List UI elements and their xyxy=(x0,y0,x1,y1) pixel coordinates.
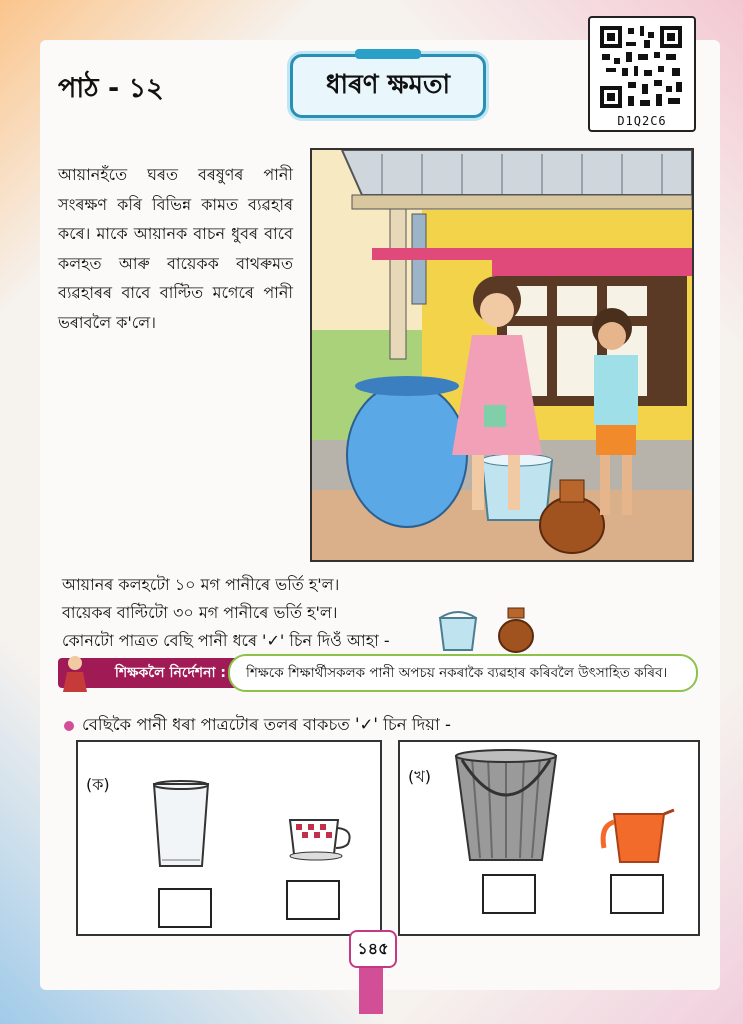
teacher-note-banner xyxy=(58,654,698,692)
page-number-stem xyxy=(359,964,383,1014)
title-box xyxy=(290,54,486,118)
activity-instruction-text: বেছিকৈ পানী ধৰা পাত্ৰটোৰ তলৰ বাকচত '✓' চিন দিয়া - xyxy=(82,715,451,734)
title-tab-decoration xyxy=(355,49,421,59)
question-line-1: আয়ানৰ কলহটো ১০ মগ পানীৰে ভৰ্তি হ'ল। xyxy=(62,575,340,594)
mug-icon xyxy=(600,808,676,866)
panel-kha xyxy=(398,740,700,936)
page-title: ধাৰণ ক্ষমতা xyxy=(325,70,451,100)
panel-kha-label: (খ) xyxy=(408,767,431,786)
qr-pattern-icon xyxy=(598,24,684,110)
cup-icon xyxy=(286,814,356,862)
question-line-3: কোনটো পাত্ৰত বেছি পানী ধৰে '✓' চিন দিওঁ আহা - xyxy=(62,631,390,650)
page-number: ১৪৫ xyxy=(349,930,397,968)
panel-ka-label: (ক) xyxy=(86,775,110,794)
family-water-scene-icon xyxy=(312,150,692,560)
teacher-note-label: শিক্ষকলৈ নিৰ্দেশনা : xyxy=(58,658,236,688)
answer-box-cup[interactable] xyxy=(286,880,340,920)
answer-box-bucket[interactable] xyxy=(482,874,536,914)
bullet-icon xyxy=(64,721,74,731)
qr-code-label: D1Q2C6 xyxy=(617,114,667,128)
story-paragraph: আয়ানহঁতে ঘৰত বৰষুণৰ পানী সংৰক্ষণ কৰি বিভিন্ন কামত ব্যৱহাৰ কৰে। মাকে আয়ানক বাচন ধুবৰ বাবে কলহত আৰু বায়েকক বাথৰুমত ব্যৱহাৰৰ বাবে বাল্টিত মগেৰে পানী ভৰাবলৈ ক'লে। xyxy=(58,165,293,332)
answer-box-glass[interactable] xyxy=(158,888,212,928)
bucket-icon xyxy=(436,610,480,652)
pitcher-icon xyxy=(496,606,536,654)
question-line-2: বায়েকৰ বাল্টিটো ৩০ মগ পানীৰে ভৰ্তি হ'ল। xyxy=(62,603,338,622)
qr-code[interactable] xyxy=(588,16,696,132)
lesson-number: পাঠ - ১২ xyxy=(58,73,164,104)
panel-ka xyxy=(76,740,382,936)
story-illustration xyxy=(310,148,694,562)
teacher-note-text: শিক্ষকে শিক্ষাৰ্থীসকলক পানী অপচয় নকৰাকৈ ব্যৱহাৰ কৰিবলৈ উৎসাহিত কৰিব। xyxy=(228,654,698,692)
activity-instruction xyxy=(64,712,451,739)
glass-icon xyxy=(150,780,212,872)
answer-box-mug[interactable] xyxy=(610,874,664,914)
bucket-icon xyxy=(452,746,560,866)
teacher-icon xyxy=(60,654,90,692)
